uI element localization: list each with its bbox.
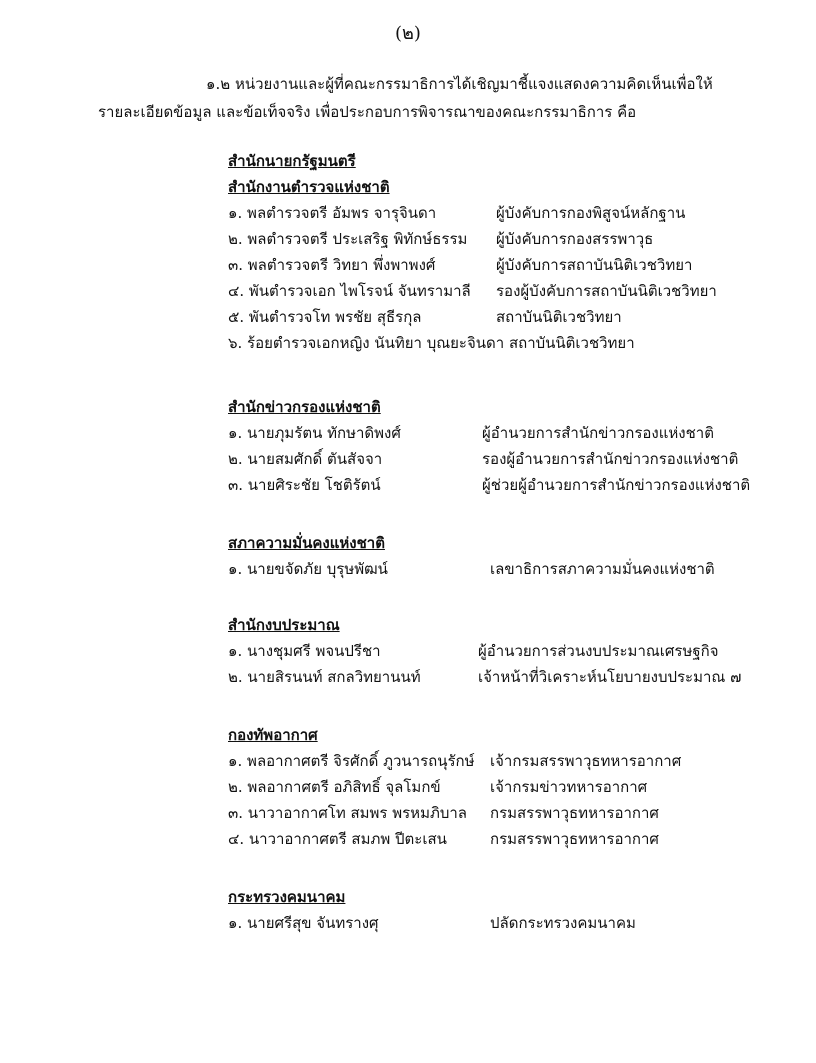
section-national-intelligence [228, 394, 788, 498]
person-name: ๔. พันตำรวจเอก ไพโรจน์ จันทรามาลี [228, 282, 471, 300]
person-position: กรมสรรพาวุธทหารอากาศ [490, 830, 659, 848]
person-position: ปลัดกระทรวงคมนาคม [490, 914, 636, 932]
person-name: ๑. นายภุมรัตน ทักษาดิพงศ์ [228, 424, 401, 442]
person-name: ๓. นาวาอากาศโท สมพร พรหมภิบาล [228, 804, 467, 822]
section-heading: สำนักนายกรัฐมนตรี [228, 152, 356, 170]
person-name: ๓. นายศิระชัย โชติรัตน์ [228, 476, 381, 494]
person-position: รองผู้อำนวยการสำนักข่าวกรองแห่งชาติ [482, 450, 739, 468]
section-heading: สภาความมั่นคงแห่งชาติ [228, 534, 385, 552]
person-name: ๑. พลอากาศตรี จิรศักดิ์ ภูวนารถนุรักษ์ [228, 752, 475, 770]
person-row [228, 774, 788, 800]
section-heading: สำนักข่าวกรองแห่งชาติ [228, 398, 381, 416]
person-name: ๕. พันตำรวจโท พรชัย สุธีรกุล [228, 308, 422, 326]
person-row [228, 252, 788, 278]
intro-line-2: รายละเอียดข้อมูล และข้อเท็จจริง เพื่อประกอบการพิจารณาของคณะกรรมาธิการ คือ [98, 103, 637, 121]
person-position: เลขาธิการสภาความมั่นคงแห่งชาติ [490, 560, 715, 578]
person-row [228, 638, 788, 664]
person-position: ผู้บังคับการสถาบันนิติเวชวิทยา [496, 256, 693, 274]
page-number: (๒) [395, 23, 421, 44]
person-position: กรมสรรพาวุธทหารอากาศ [490, 804, 659, 822]
person-name: ๑. นายขจัดภัย บุรุษพัฒน์ [228, 560, 388, 578]
person-row [228, 748, 788, 774]
person-row [228, 556, 788, 582]
person-row [228, 472, 788, 498]
person-row [228, 420, 788, 446]
person-name: ๓. พลตำรวจตรี วิทยา พึ่งพาพงศ์ [228, 256, 436, 274]
person-row [228, 446, 788, 472]
person-name: ๒. นายสมศักดิ์ ตันสัจจา [228, 450, 383, 468]
person-name: ๑. นางชุมศรี พจนปรีชา [228, 642, 381, 660]
section-national-security-council [228, 530, 788, 582]
person-name: ๒. พลอากาศตรี อภิสิทธิ์ จุลโมกข์ [228, 778, 441, 796]
section-subheading: สำนักงานตำรวจแห่งชาติ [228, 178, 390, 196]
person-position: เจ้ากรมสรรพาวุธทหารอากาศ [490, 752, 682, 770]
person-name: ๑. พลตำรวจตรี อัมพร จารุจินดา [228, 204, 437, 222]
section-budget-bureau [228, 612, 788, 690]
section-royal-police [228, 148, 788, 356]
intro-line-1: ๑.๒ หน่วยงานและผู้ที่คณะกรรมาธิการได้เชิญมาชี้แจงแสดงความคิดเห็นเพื่อให้ [206, 75, 713, 93]
section-air-force [228, 722, 788, 852]
section-heading: สำนักงบประมาณ [228, 616, 340, 634]
person-row [228, 800, 788, 826]
person-position: รองผู้บังคับการสถาบันนิติเวชวิทยา [496, 282, 717, 300]
person-name: ๒. นายสิรนนท์ สกลวิทยานนท์ [228, 668, 421, 686]
person-position: เจ้าหน้าที่วิเคราะห์นโยบายงบประมาณ ๗ [478, 668, 742, 686]
person-row [228, 826, 788, 852]
person-row [228, 304, 788, 330]
person-row [228, 226, 788, 252]
section-heading: กองทัพอากาศ [228, 726, 318, 744]
person-name: ๖. ร้อยตำรวจเอกหญิง นันทิยา บุณยะจินดา สถาบันนิติเวชวิทยา [228, 334, 635, 352]
person-position: ผู้อำนวยการส่วนงบประมาณเศรษฐกิจ [478, 642, 719, 660]
person-name: ๑. นายศรีสุข จันทรางศุ [228, 914, 379, 932]
person-row [228, 910, 788, 936]
person-position: ผู้อำนวยการสำนักข่าวกรองแห่งชาติ [482, 424, 714, 442]
person-position: ผู้บังคับการกองพิสูจน์หลักฐาน [496, 204, 686, 222]
section-ministry-of-transport [228, 884, 788, 936]
person-row [228, 330, 788, 356]
section-heading: กระทรวงคมนาคม [228, 888, 346, 906]
person-row [228, 278, 788, 304]
person-row [228, 200, 788, 226]
person-position: ผู้บังคับการกองสรรพาวุธ [496, 230, 654, 248]
person-position: สถาบันนิติเวชวิทยา [496, 308, 622, 326]
person-row [228, 664, 788, 690]
person-position: ผู้ช่วยผู้อำนวยการสำนักข่าวกรองแห่งชาติ [482, 476, 751, 494]
person-name: ๔. นาวาอากาศตรี สมภพ ปีตะเสน [228, 830, 447, 848]
person-name: ๒. พลตำรวจตรี ประเสริฐ พิทักษ์ธรรม [228, 230, 468, 248]
person-position: เจ้ากรมข่าวทหารอากาศ [490, 778, 648, 796]
